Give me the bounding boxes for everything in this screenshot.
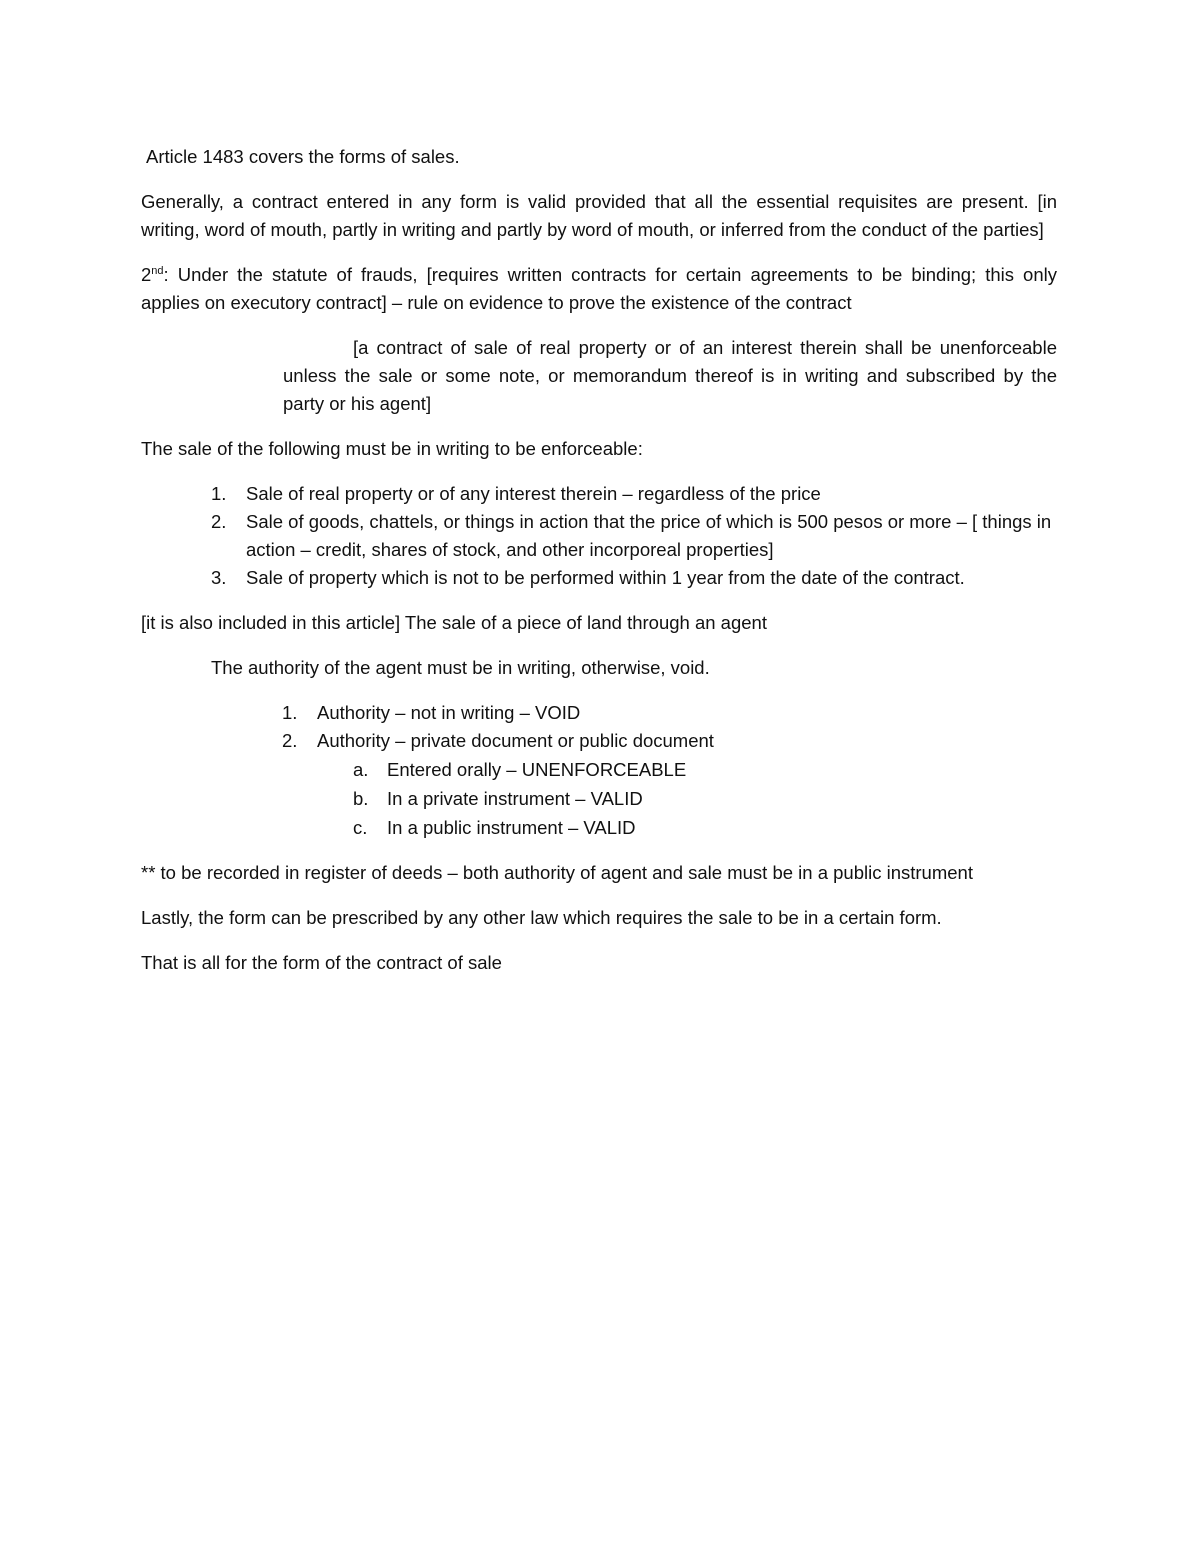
list-item: [141, 699, 1057, 727]
closing-paragraph: That is all for the form of the contract of sale: [141, 952, 502, 973]
list-number: 2.: [211, 511, 227, 532]
authority-sublist: [141, 755, 1057, 842]
list-item-text: Sale of goods, chattels, or things in action that the price of which is 500 pesos or more – [ things in action – credit, shares of stock, and other incorporeal properties]: [246, 511, 1052, 560]
sublist-item: [141, 813, 1057, 842]
list-item-text: Authority – private document or public document: [317, 730, 714, 751]
lastly-paragraph: Lastly, the form can be prescribed by any other law which requires the sale to be in a certain form.: [141, 907, 942, 928]
list-number: 2.: [282, 730, 298, 751]
list-number: 1.: [211, 483, 227, 504]
enforceable-list: [141, 480, 1057, 592]
list-item-text: Authority – not in writing – VOID: [317, 702, 581, 723]
list-item: [141, 480, 1057, 508]
ordinal-suffix: nd: [151, 264, 164, 277]
sublist-letter: b.: [353, 788, 369, 809]
general-paragraph: Generally, a contract entered in any form is valid provided that all the essential requisites are present. [in writing, word of mouth, partly in writing and partly by word of mouth, or inferred from the conduct of the parties]: [141, 191, 1057, 240]
sublist-item-text: Entered orally – UNENFORCEABLE: [387, 759, 687, 780]
sublist-letter: c.: [353, 817, 368, 838]
list-number: 1.: [282, 702, 298, 723]
authority-list: [141, 699, 1057, 755]
list-item-text: Sale of property which is not to be performed within 1 year from the date of the contract.: [246, 567, 965, 588]
ordinal-number: 2: [141, 264, 152, 285]
list-number: 3.: [211, 567, 227, 588]
statute-of-frauds-paragraph: [141, 261, 1057, 317]
sublist-letter: a.: [353, 759, 369, 780]
statute-text: : Under the statute of frauds, [requires written contracts for certain agreements to be binding; this only applies on executory contract] – rule on evidence to prove the existence of the contract: [141, 264, 1057, 313]
intro-paragraph: Article 1483 covers the forms of sales.: [146, 146, 460, 167]
authority-paragraph: The authority of the agent must be in writing, otherwise, void.: [211, 657, 710, 678]
list-item: [141, 508, 1057, 564]
register-note: ** to be recorded in register of deeds – both authority of agent and sale must be in a public instrument: [141, 862, 973, 883]
list-item: [141, 727, 1057, 755]
list-item: [141, 564, 1057, 592]
sublist-item: [141, 784, 1057, 813]
quoted-provision: [a contract of sale of real property or of an interest therein shall be unenforceable unless the sale or some note, or memorandum thereof is in writing and subscribed by the party or his agent]: [283, 337, 1057, 414]
sublist-item: [141, 755, 1057, 784]
document-body: [141, 143, 1057, 994]
sublist-item-text: In a private instrument – VALID: [387, 788, 643, 809]
sublist-item-text: In a public instrument – VALID: [387, 817, 636, 838]
agent-paragraph: [it is also included in this article] The sale of a piece of land through an agent: [141, 612, 767, 633]
list-item-text: Sale of real property or of any interest therein – regardless of the price: [246, 483, 821, 504]
enforceable-heading: The sale of the following must be in writing to be enforceable:: [141, 438, 643, 459]
